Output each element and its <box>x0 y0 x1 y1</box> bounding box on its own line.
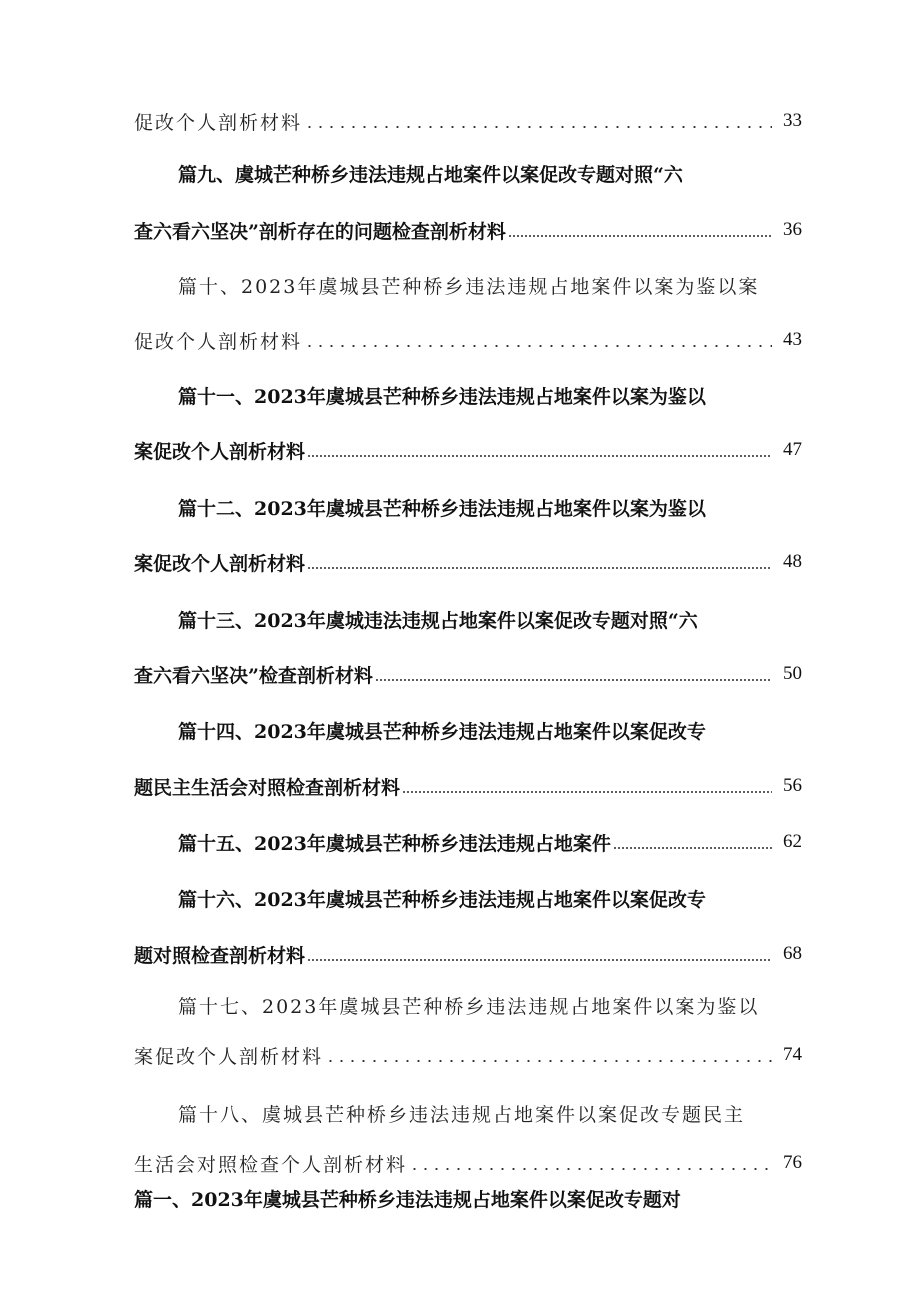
toc-entry-text: 生活会对照检查个人剖析材料 <box>134 1153 408 1176</box>
page-number: 56 <box>783 775 802 796</box>
section-heading: 篇一、2023年虞城县芒种桥乡违法违规占地案件以案促改专题对 <box>134 1188 681 1211</box>
toc-entry-17-line1[interactable]: 篇十七、2023年虞城县芒种桥乡违法违规占地案件以案为鉴以 <box>178 995 760 1018</box>
page-number: 74 <box>783 1044 802 1065</box>
toc-entry-10-line1[interactable]: 篇十、2023年虞城县芒种桥乡违法违规占地案件以案为鉴以案 <box>178 275 760 298</box>
toc-entry-13-line2[interactable] <box>0 654 920 694</box>
leader-dots <box>304 345 772 347</box>
toc-entry-16-line2[interactable] <box>0 934 920 974</box>
page-number: 43 <box>783 329 802 350</box>
toc-entry-text: 案促改个人剖析材料 <box>134 552 306 575</box>
toc-entry-text: 篇十五、2023年虞城县芒种桥乡违法违规占地案件 <box>178 832 611 855</box>
toc-entry-text: 促改个人剖析材料 <box>134 111 303 134</box>
toc-entry-11-line1[interactable]: 篇十一、2023年虞城县芒种桥乡违法违规占地案件以案为鉴以 <box>178 385 706 408</box>
toc-entry-8-line2[interactable] <box>0 101 920 141</box>
toc-entry-12-line1[interactable]: 篇十二、2023年虞城县芒种桥乡违法违规占地案件以案为鉴以 <box>178 497 706 520</box>
toc-entry-15[interactable] <box>0 822 920 862</box>
toc-entry-18-line1[interactable]: 篇十八、虞城县芒种桥乡违法违规占地案件以案促改专题民主 <box>178 1103 746 1126</box>
toc-entry-18-line2[interactable] <box>0 1143 920 1183</box>
toc-entry-text: 促改个人剖析材料 <box>134 330 303 353</box>
toc-entry-9-line2[interactable] <box>0 210 920 250</box>
leader-dots <box>375 679 772 681</box>
toc-entry-text: 题民主生活会对照检查剖析材料 <box>134 776 401 799</box>
leader-dots <box>307 959 772 961</box>
leader-dots <box>307 567 772 569</box>
toc-entry-text: 案促改个人剖析材料 <box>134 1045 324 1068</box>
leader-dots <box>402 791 772 793</box>
leader-dots <box>325 1060 772 1062</box>
toc-entry-16-line1[interactable]: 篇十六、2023年虞城县芒种桥乡违法违规占地案件以案促改专 <box>178 888 706 911</box>
leader-dots <box>307 455 772 457</box>
page-number: 50 <box>783 663 802 684</box>
page-number: 47 <box>783 439 802 460</box>
leader-dots <box>304 126 772 128</box>
toc-entry-text: 查六看六坚决”检查剖析材料 <box>134 664 373 687</box>
page-number: 36 <box>783 219 802 240</box>
toc-entry-text: 查六看六坚决”剖析存在的问题检查剖析材料 <box>134 220 506 243</box>
toc-entry-17-line2[interactable] <box>0 1035 920 1075</box>
toc-entry-13-line1[interactable]: 篇十三、2023年虞城违法违规占地案件以案促改专题对照“六 <box>178 609 698 632</box>
toc-entry-11-line2[interactable] <box>0 430 920 470</box>
toc-entry-10-line2[interactable] <box>0 320 920 360</box>
toc-entry-text: 题对照检查剖析材料 <box>134 944 306 967</box>
page-number: 48 <box>783 551 802 572</box>
page-number: 62 <box>783 831 802 852</box>
toc-entry-14-line2[interactable] <box>0 766 920 806</box>
leader-dots <box>508 235 772 237</box>
leader-dots <box>409 1168 772 1170</box>
toc-entry-12-line2[interactable] <box>0 542 920 582</box>
toc-entry-14-line1[interactable]: 篇十四、2023年虞城县芒种桥乡违法违规占地案件以案促改专 <box>178 720 706 743</box>
page-number: 68 <box>783 943 802 964</box>
leader-dots <box>613 847 772 849</box>
page-number: 33 <box>783 110 802 131</box>
page-number: 76 <box>783 1152 802 1173</box>
toc-entry-text: 案促改个人剖析材料 <box>134 440 306 463</box>
toc-entry-9-line1[interactable]: 篇九、虞城芒种桥乡违法违规占地案件以案促改专题对照“六 <box>178 163 683 186</box>
